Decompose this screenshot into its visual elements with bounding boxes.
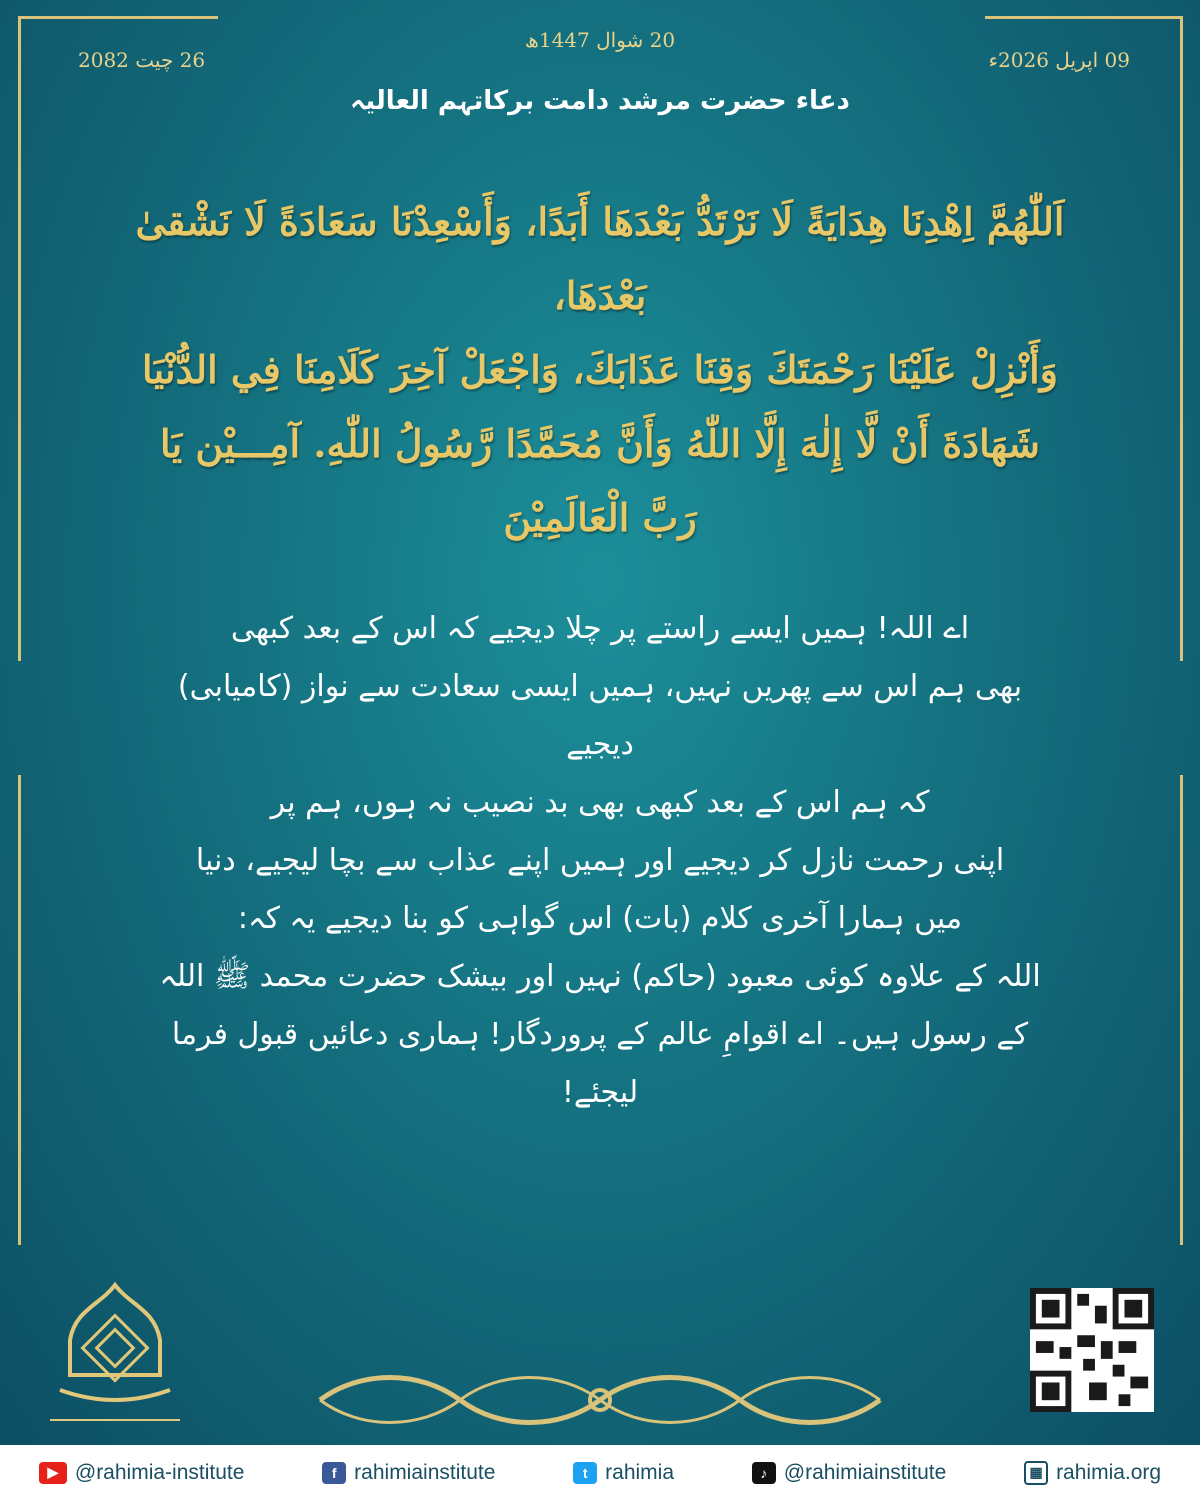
page-title: دعاء حضرت مرشد دامت برکاتہم العالیہ bbox=[350, 86, 850, 116]
frame-right-lower bbox=[1180, 775, 1183, 1245]
arabic-line: شَهَادَةَ أَنْ لَّا إِلٰهَ إِلَّا اللّٰهُ وَأَنَّ مُحَمَّدًا رَّسُولُ اللّٰهِ. آمِـــيْن يَا bbox=[159, 421, 1041, 466]
arabic-dua bbox=[110, 185, 1090, 555]
urdu-line: کے رسول ہیں۔ اے اقوامِ عالم کے پروردگار! ہماری دعائیں قبول فرما bbox=[171, 1017, 1029, 1052]
arabic-line: اَللّٰهُمَّ اِهْدِنَا هِدَايَةً لَا نَرْتَدُّ بَعْدَهَا أَبَدًا، وَأَسْعِدْنَا سَعَادَةً لَا نَشْقىٰ بَعْدَهَا، bbox=[135, 199, 1065, 318]
facebook-icon: f bbox=[322, 1462, 346, 1484]
frame-top-left bbox=[18, 16, 218, 19]
decorative-ornament bbox=[300, 1370, 900, 1430]
gregorian-date: 09 اپریل 2026ء bbox=[988, 48, 1130, 72]
youtube-icon: ▶ bbox=[39, 1462, 67, 1484]
tiktok-handle: @rahimiainstitute bbox=[783, 1460, 947, 1484]
urdu-line: اپنی رحمت نازل کر دیجیے اور ہمیں اپنے عذاب سے بچا لیجیے، دنیا bbox=[195, 843, 1005, 878]
facebook-handle: rahimiainstitute bbox=[354, 1460, 496, 1484]
youtube-link[interactable] bbox=[39, 1461, 245, 1485]
arabic-line: رَبَّ الْعَالَمِيْنَ bbox=[503, 495, 697, 540]
arabic-line: وَأَنْزِلْ عَلَيْنَا رَحْمَتَكَ وَقِنَا عَذَابَكَ، وَاجْعَلْ آخِرَ كَلَامِنَا فِي الدُّنْيَا bbox=[141, 347, 1059, 392]
tiktok-icon: ♪ bbox=[752, 1462, 776, 1484]
twitter-icon: t bbox=[573, 1462, 597, 1484]
urdu-line: اللہ کے علاوہ کوئی معبود (حاکم) نہیں اور بیشک حضرت محمد ﷺ اللہ bbox=[159, 959, 1041, 994]
footer bbox=[0, 1445, 1200, 1500]
urdu-line: لیجئے! bbox=[561, 1075, 639, 1110]
hijri-date: 20 شوال 1447ھ bbox=[524, 28, 676, 52]
urdu-line: کہ ہم اس کے بعد کبھی بھی بد نصیب نہ ہوں، ہم پر bbox=[270, 785, 930, 820]
website-url: rahimia.org bbox=[1056, 1460, 1162, 1484]
rahimia-logo bbox=[40, 1280, 190, 1440]
frame-left-lower bbox=[18, 775, 21, 1245]
youtube-handle: @rahimia-institute bbox=[74, 1460, 245, 1484]
twitter-handle: rahimia bbox=[605, 1460, 675, 1484]
urdu-line: میں ہمارا آخری کلام (بات) اس گواہی کو بنا دیجیے یہ کہ: bbox=[237, 901, 963, 936]
tiktok-link[interactable] bbox=[752, 1461, 947, 1485]
facebook-link[interactable] bbox=[322, 1461, 495, 1485]
urdu-line: اے اللہ! ہمیں ایسے راستے پر چلا دیجیے کہ اس کے بعد کبھی bbox=[230, 611, 970, 646]
website-link[interactable] bbox=[1024, 1461, 1161, 1485]
frame-top-right bbox=[985, 16, 1183, 19]
qr-icon: ▦ bbox=[1024, 1461, 1048, 1485]
urdu-translation bbox=[150, 600, 1050, 1122]
qr-code[interactable] bbox=[1030, 1288, 1154, 1412]
urdu-line: بھی ہم اس سے پھریں نہیں، ہمیں ایسی سعادت سے نواز (کامیابی) دیجیے bbox=[177, 669, 1023, 762]
bikrami-date: 26 چیت 2082 bbox=[78, 48, 206, 72]
twitter-link[interactable] bbox=[573, 1461, 674, 1485]
